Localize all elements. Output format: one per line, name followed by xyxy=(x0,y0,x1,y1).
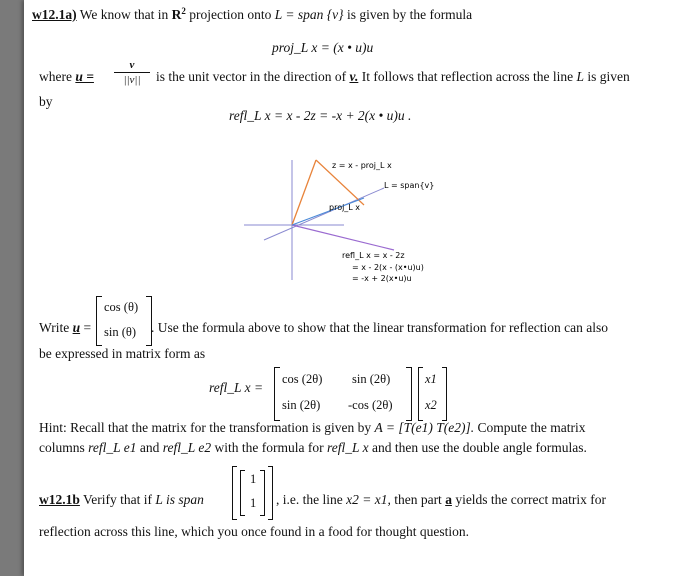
span-vector-row1: 1 xyxy=(250,472,257,486)
x-vector-row2: x2 xyxy=(425,398,437,412)
vector-refl xyxy=(292,225,394,250)
refl-matrix-r1c1: cos (2θ) xyxy=(282,372,323,386)
use-formula-text: . Use the formula above to show that the linear transformation for reflection can also xyxy=(151,320,608,335)
matrix-u-row1: cos (θ) xyxy=(104,300,139,314)
line-L xyxy=(264,188,384,240)
x-vector-row1: x1 xyxy=(425,372,437,386)
span-vector-outer-left xyxy=(232,466,237,520)
by-text: by xyxy=(39,94,53,109)
span-vector-left-bracket xyxy=(240,470,245,516)
reflection-formula: refl_L x = x - 2z = -x + 2(x • u)u . xyxy=(229,108,412,123)
unit-vector-text: is the unit vector in the direction of v. It follows that reflection across the line L is given xyxy=(156,69,630,84)
refl-matrix-left-bracket xyxy=(274,367,280,421)
refl-matrix-r1c2: sin (2θ) xyxy=(352,372,391,386)
hint-line2: columns refl_L e1 and refl_L e2 with the formula for refl_L x and then use the double angle formulas. xyxy=(39,440,587,455)
refl-matrix-r2c1: sin (2θ) xyxy=(282,398,321,412)
sketch-label-z: z = x - proj_L x xyxy=(332,161,392,170)
problem-b-line1: w12.1b Verify that if L is span xyxy=(39,492,204,507)
sketch-label-refl: refl_L x = x - 2z xyxy=(342,251,405,260)
refl-matrix-right-bracket xyxy=(406,367,412,421)
x-vector-right-bracket xyxy=(442,367,447,421)
real-space-symbol: $R^2$ xyxy=(171,6,186,22)
problem-b-line2: reflection across this line, which you once found in a food for thought question. xyxy=(39,524,470,539)
matrix-u-left-bracket xyxy=(96,296,102,346)
problem-b-line1-rest: , i.e. the line x2 = x1, then part a yields the correct matrix for xyxy=(276,492,607,507)
hint-line1: Hint: Recall that the matrix for the transformation is given by A = [T(e1) T(e2)]. Compute the matrix xyxy=(39,420,586,435)
matrix-u-row2: sin (θ) xyxy=(104,325,137,339)
vector-x xyxy=(292,160,316,225)
line-definition: L = span {v} xyxy=(274,7,344,22)
write-label: Write u = xyxy=(39,320,92,335)
where-label: where u = xyxy=(39,69,94,84)
unit-vector-fraction: v ||v|| xyxy=(114,58,150,87)
worksheet-page xyxy=(24,0,700,576)
sketch-label-proj: proj_L x xyxy=(329,203,361,212)
refl-matrix-lhs: refl_L x = xyxy=(209,380,264,395)
problem-b-label: w12.1b xyxy=(39,492,80,507)
projection-formula: proj_L x = (x • u)u xyxy=(272,40,374,55)
sketch-label-step1: = x - 2(x - (x•u)u) xyxy=(352,263,424,272)
x-vector-left-bracket xyxy=(418,367,423,421)
sketch-label-L: L = span{v} xyxy=(384,181,435,190)
problem-a-intro: w12.1a) We know that in $R^2$ projection onto L = span {v} is given by the formula xyxy=(32,6,473,22)
reflection-sketch xyxy=(224,150,444,290)
span-vector-row2: 1 xyxy=(250,496,257,510)
sketch-label-step2: = -x + 2(x•u)u xyxy=(352,274,412,283)
span-vector-right-bracket xyxy=(260,470,265,516)
span-vector-outer-right xyxy=(268,466,273,520)
refl-matrix-r2c2: -cos (2θ) xyxy=(348,398,393,412)
expressed-text: be expressed in matrix form as xyxy=(39,346,206,361)
problem-a-label: w12.1a) xyxy=(32,7,77,22)
